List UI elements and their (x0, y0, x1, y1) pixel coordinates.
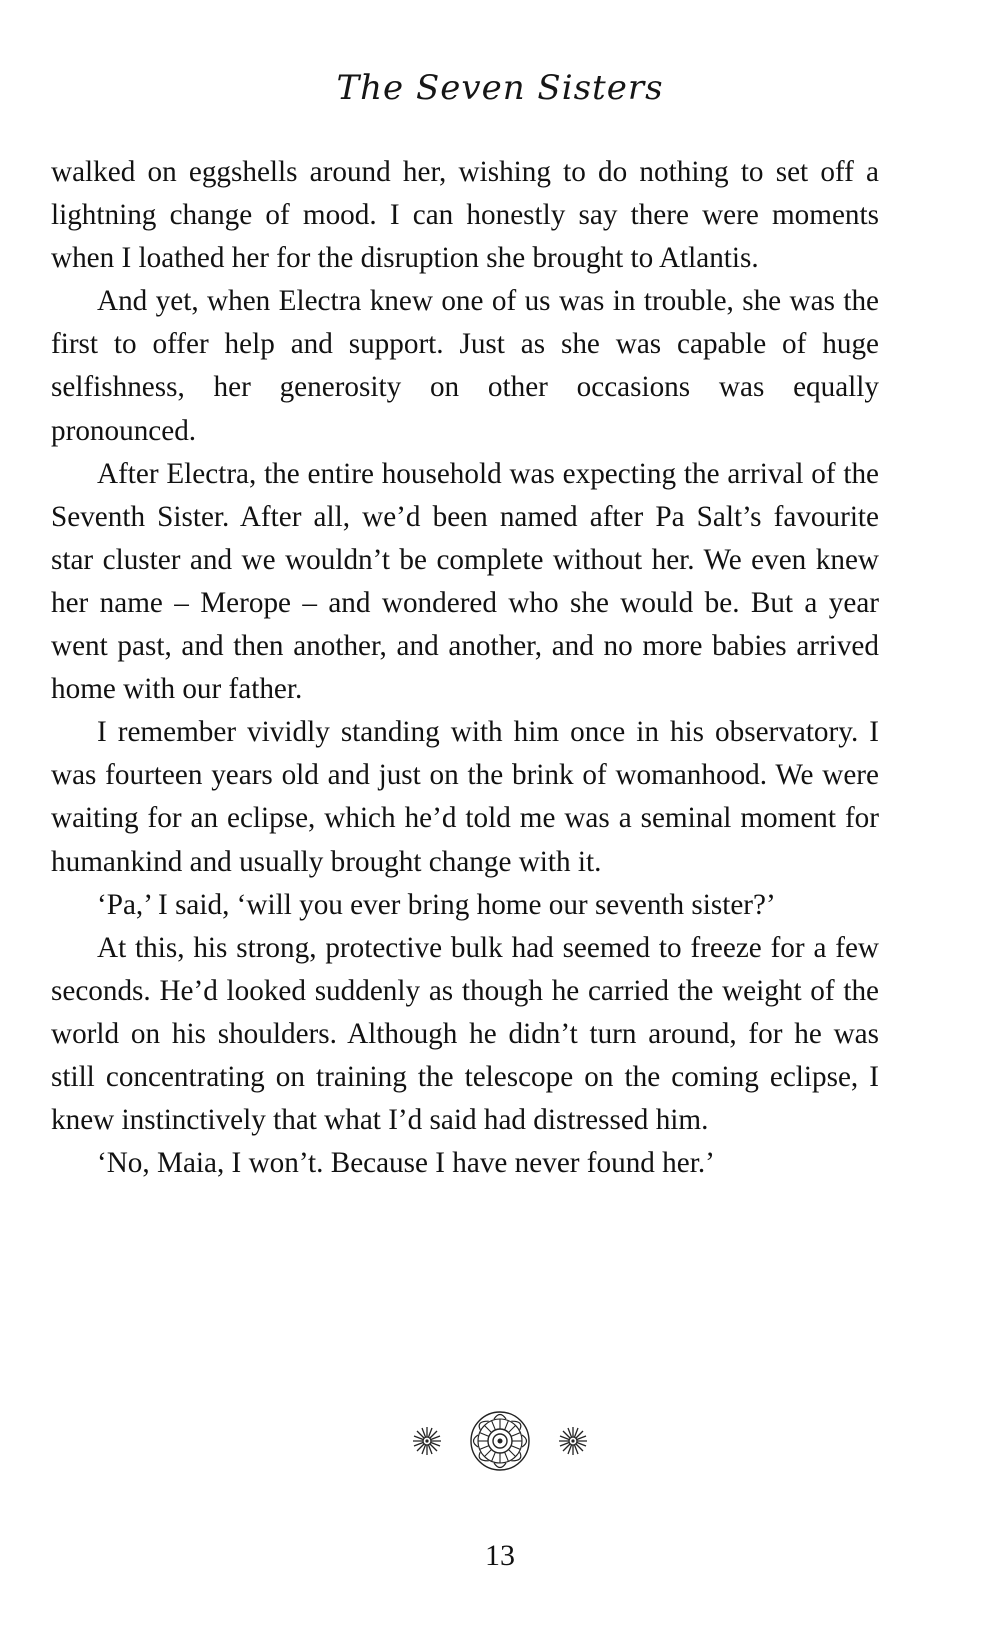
paragraph-4: I remember vividly standing with him once in his observatory. I was fourteen years old and just on the brink of womanhood. We were waiting for an eclipse, which he’d told me was a seminal moment for humankind and usually brought change with it. (51, 716, 879, 878)
running-head: The Seven Sisters (336, 68, 664, 108)
paragraph-7: ‘No, Maia, I won’t. Because I have never found her.’ (97, 1147, 715, 1180)
paragraph-5: ‘Pa,’ I said, ‘will you ever bring home our seventh sister?’ (97, 888, 776, 921)
paragraph-1: walked on eggshells around her, wishing to do nothing to set off a lightning change of mood. I can honestly say there were moments when I loathed her for the disruption she brought to Atlantis. (51, 156, 879, 275)
star-icon (559, 1427, 587, 1455)
paragraph-6: At this, his strong, protective bulk had seemed to freeze for a few seconds. He’d looked suddenly as though he carried the weight of the world on his shoulders. Although he didn’t turn around, for he was still concentrating on training the telescope on the coming eclipse, I knew instinctively that what I’d said had distressed him. (51, 931, 879, 1137)
page-number: 13 (485, 1539, 515, 1572)
paragraph-3: After Electra, the entire household was expecting the arrival of the Seventh Sister. After all, we’d been named after Pa Salt’s favourite star cluster and we wouldn’t be complete without her. We even knew her name – Merope – and wondered who she would be. But a year went past, and then another, and another, and no more babies arrived home with our father. (51, 457, 879, 706)
body-text (51, 151, 879, 1185)
sun-emblem-icon (471, 1412, 529, 1470)
section-break-ornament (0, 1408, 1000, 1474)
paragraph-2: And yet, when Electra knew one of us was in trouble, she was the first to offer help and support. Just as she was capable of huge selfishness, her generosity on other occasions was equally pronounced. (51, 285, 879, 447)
ornament-graphic (405, 1408, 595, 1474)
star-icon (413, 1427, 441, 1455)
